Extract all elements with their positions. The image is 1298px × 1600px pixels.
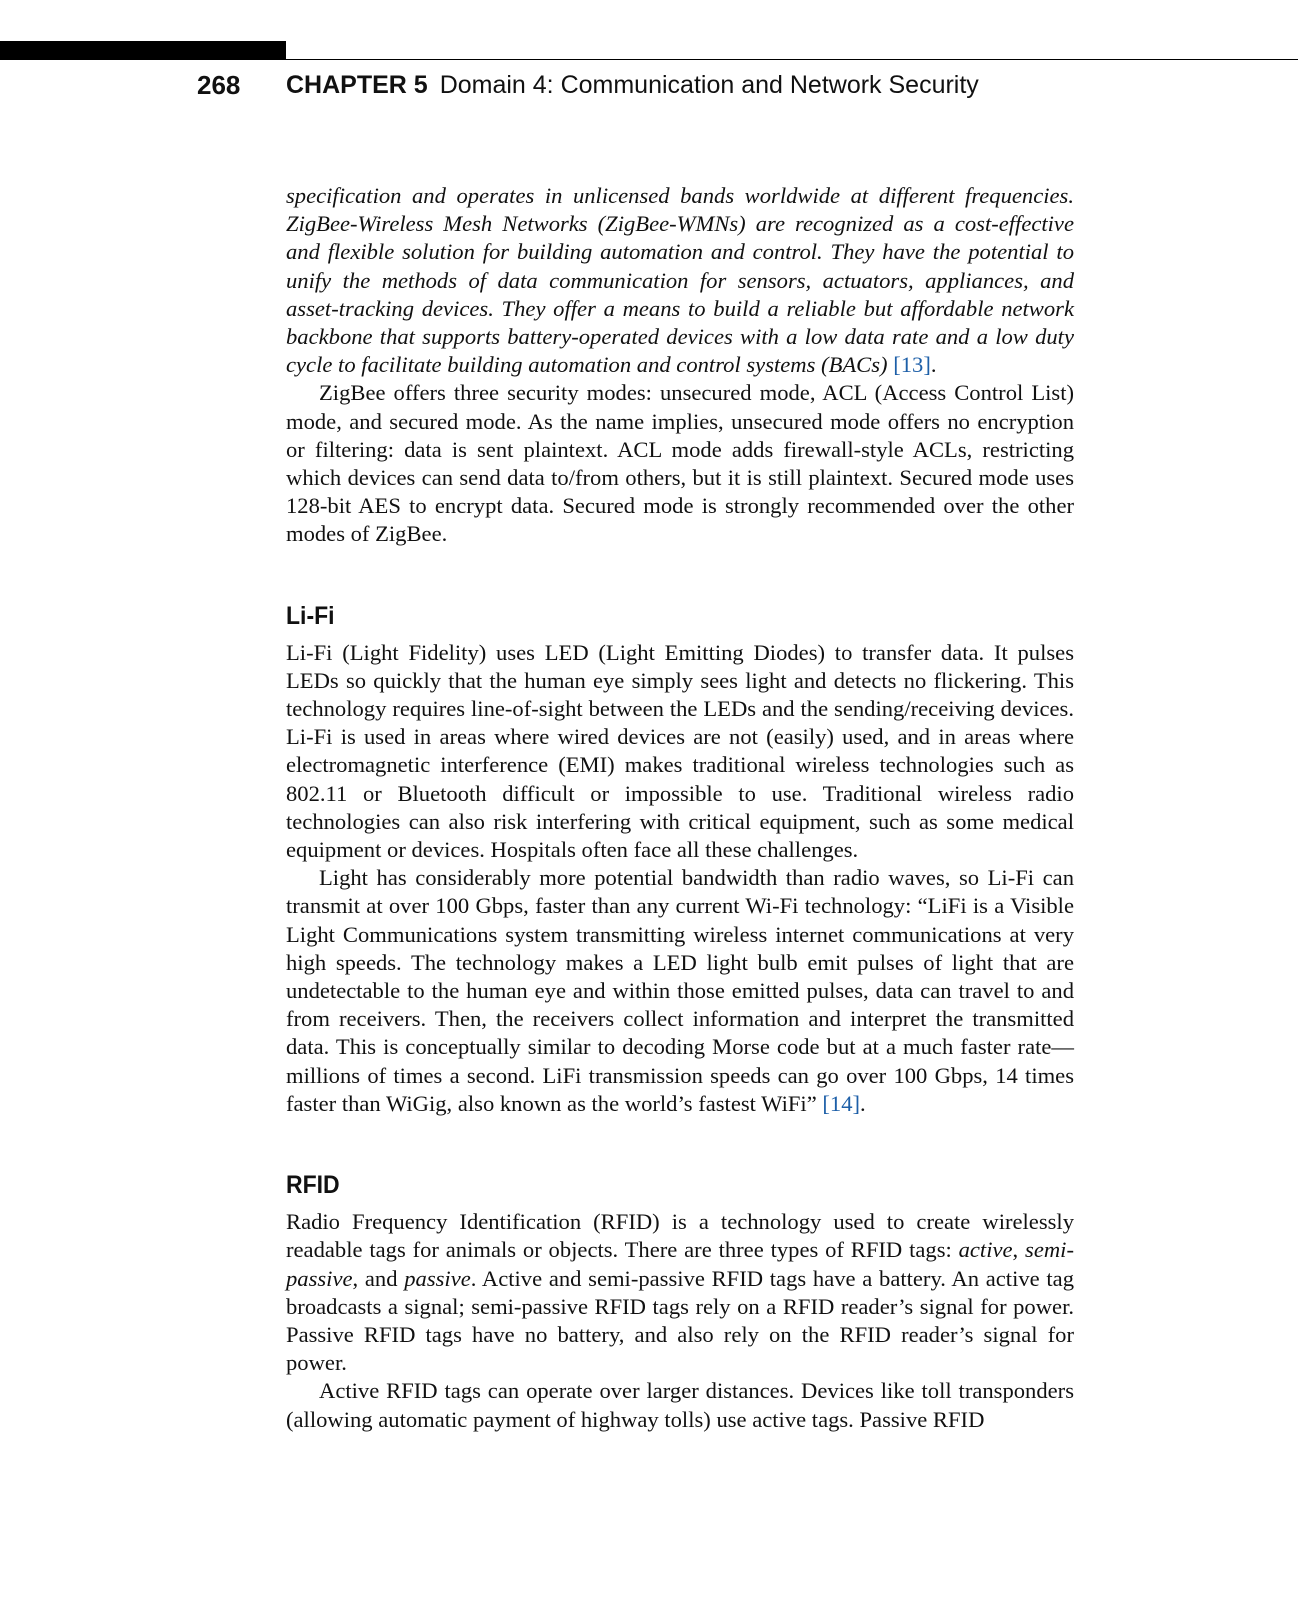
rfid-paragraph-1 bbox=[286, 1208, 1074, 1377]
page-body bbox=[286, 182, 1074, 1434]
citation-link-14[interactable]: [14] bbox=[822, 1090, 861, 1116]
running-head bbox=[286, 68, 979, 102]
quote-text: specification and operates in unlicensed bands worldwide at different frequencies. ZigBee-Wireless Mesh Networks (ZigBee-WMNs) are recognized as a cost-effective and flexible solution for building automation and control. They have the potential to unify the methods of data communication for sensors, actuators, appliances, and asset-tracking devices. They offer a means to build a reliable but affordable network backbone that supports battery-operated devices with a low data rate and a low duty cycle to facilitate building automation and control systems (BACs) bbox=[286, 183, 1074, 378]
rfid-term-passive: passive bbox=[404, 1265, 471, 1291]
rfid-p1-d: . Active and semi-passive RFID tags have a battery. An active tag broadcasts a signal; semi-passive RFID tags rely on a RFID reader’s signal for power. Passive RFID tags have no battery, and also rely on the RFID reader’s signal for power. bbox=[286, 1265, 1074, 1376]
rfid-paragraph-2: Active RFID tags can operate over larger distances. Devices like toll transponders (allowing automatic payment of highway tolls) use active tags. Passive RFID bbox=[286, 1378, 1074, 1432]
lifi-end: . bbox=[860, 1090, 866, 1116]
rfid-p1-a: Radio Frequency Identification (RFID) is a technology used to create wirelessly readable tags for animals or objects. There are three types of RFID tags: bbox=[286, 1209, 1074, 1263]
rfid-p1-c: , and bbox=[352, 1265, 405, 1291]
chapter-title: Domain 4: Communication and Network Security bbox=[439, 71, 979, 99]
quote-end: . bbox=[930, 352, 937, 378]
rfid-term-semi-passive: semi-passive bbox=[286, 1237, 1074, 1291]
rfid-p1-b: , bbox=[1012, 1237, 1026, 1263]
page-number: 268 bbox=[197, 70, 241, 100]
lifi-paragraph-1: Li-Fi (Light Fidelity) uses LED (Light Emitting Diodes) to transfer data. It pulses LEDs so quickly that the human eye simply sees light and detects no flickering. This technology requires line-of-sight between the LEDs and the sending/receiving devices. Li-Fi is used in areas where wired devices are not (easily) used, and in areas where electromagnetic interference (EMI) makes traditional wireless technologies such as 802.11 or Bluetooth difficult or impossible to use. Traditional wireless radio technologies can also risk interfering with critical equipment, such as some medical equipment or devices. Hospitals often face all these challenges. bbox=[286, 639, 1074, 863]
header-rule-thin bbox=[286, 59, 1298, 60]
chapter-label: CHAPTER 5 bbox=[286, 71, 428, 99]
zigbee-paragraph: ZigBee offers three security modes: unsecured mode, ACL (Access Control List) mode, and secured mode. As the name implies, unsecured mode offers no encryption or filtering: data is sent plaintext. ACL mode adds firewall-style ACLs, restricting which devices can send data to/from others, but it is still plaintext. Secured mode uses 128-bit AES to encrypt data. Secured mode is strongly recommended over the other modes of ZigBee. bbox=[286, 380, 1074, 547]
section-heading-lifi: Li-Fi bbox=[286, 601, 335, 630]
section-heading-rfid: RFID bbox=[286, 1171, 340, 1200]
header-rule-thick bbox=[0, 41, 286, 60]
lifi-paragraph-2-text: Light has considerably more potential bandwidth than radio waves, so Li-Fi can transmit at over 100 Gbps, faster than any current Wi-Fi technology: “LiFi is a Visible Light Communications system transmitting wireless internet communications at very high speeds. The technology makes a LED light bulb emit pulses of light that are undetectable to the human eye and within those emitted pulses, data can travel to and from receivers. Then, the receivers collect information and interpret the transmitted data. This is conceptually similar to decoding Morse code but at a much faster rate—millions of times a second. LiFi transmission speeds can go over 100 Gbps, 14 times faster than WiGig, also known as the world’s fastest WiFi” bbox=[286, 865, 1074, 1116]
rfid-term-active: active bbox=[958, 1237, 1013, 1263]
citation-link-13[interactable]: [13] bbox=[893, 352, 931, 378]
lifi-paragraph-2 bbox=[286, 864, 1074, 1118]
block-quote bbox=[286, 182, 1074, 379]
